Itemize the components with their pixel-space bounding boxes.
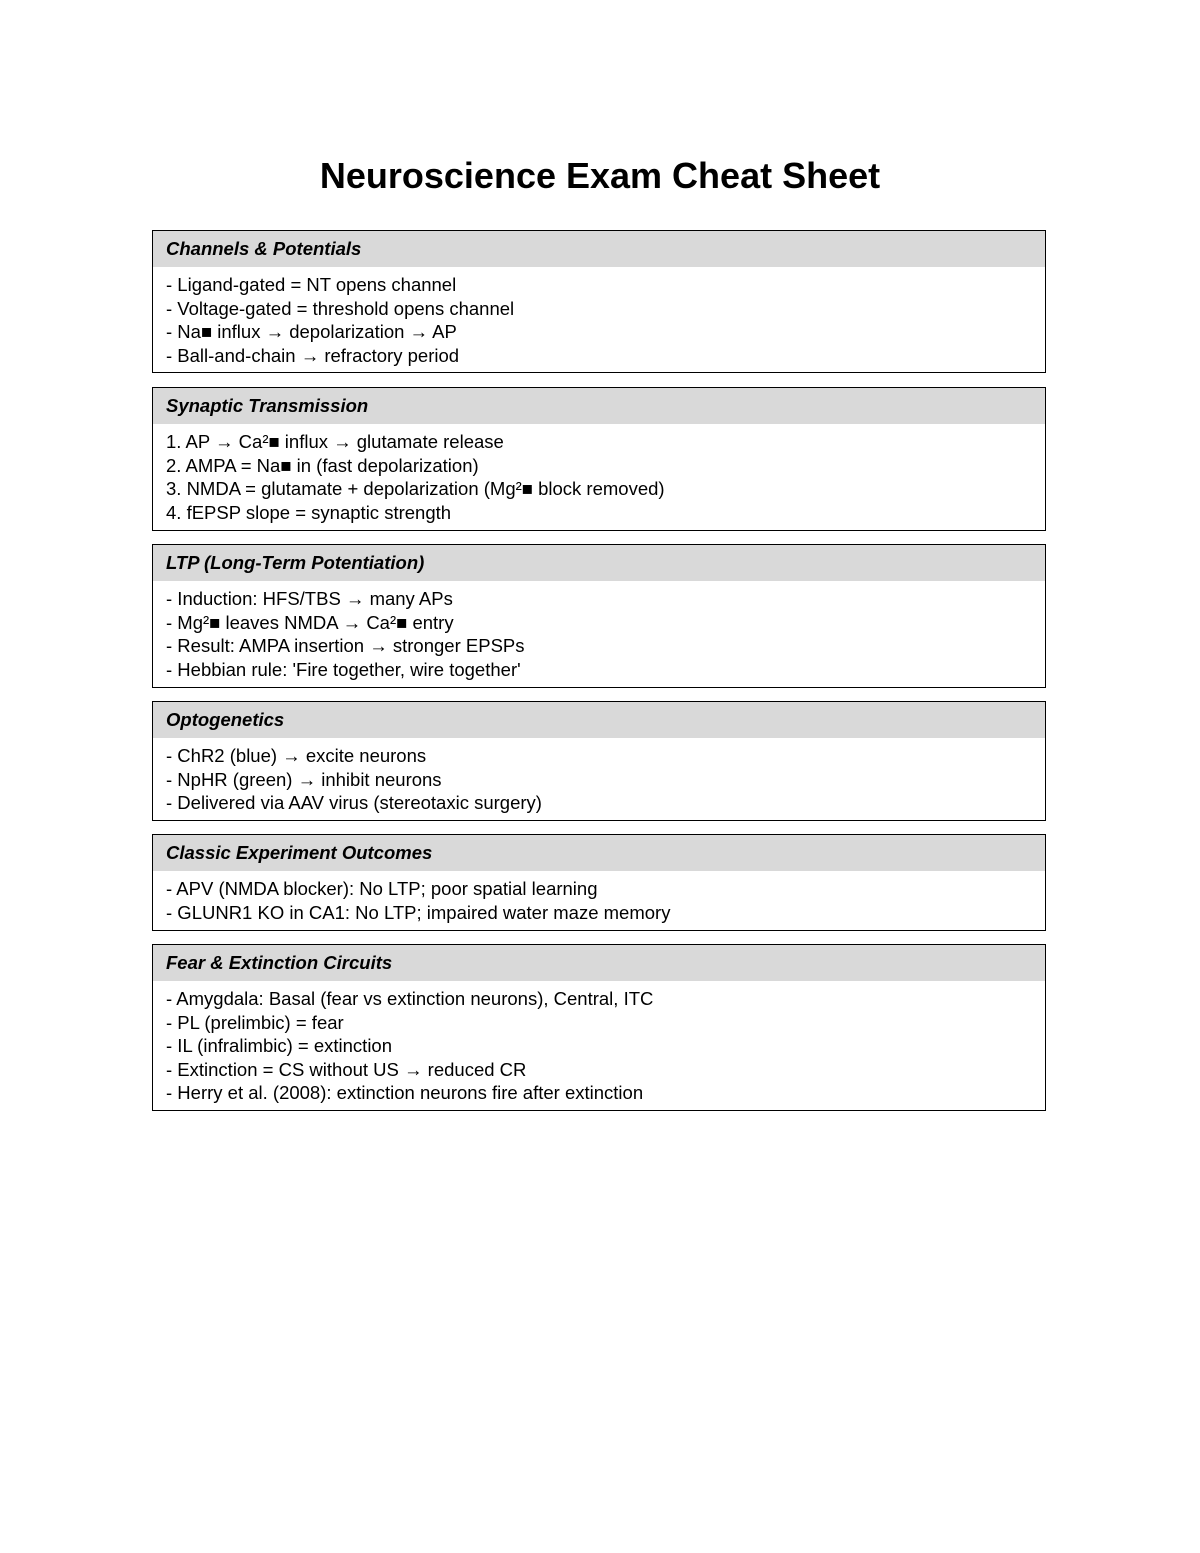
section-body bbox=[153, 871, 1045, 930]
list-item: - Voltage-gated = threshold opens channel bbox=[166, 297, 515, 319]
section-classic-experiment-outcomes bbox=[152, 834, 1046, 931]
list-item: 4. fEPSP slope = synaptic strength bbox=[166, 501, 452, 523]
section-optogenetics bbox=[152, 701, 1046, 821]
list-item: - IL (infralimbic) = extinction bbox=[166, 1035, 393, 1056]
section-body bbox=[153, 981, 1045, 1111]
list-item: - Extinction = CS without US → reduced CR bbox=[166, 1058, 527, 1080]
list-item: - Hebbian rule: 'Fire together, wire together' bbox=[166, 658, 521, 680]
section-header: Fear & Extinction Circuits bbox=[153, 945, 1045, 981]
section-ltp bbox=[152, 544, 1046, 688]
section-header: LTP (Long-Term Potentiation) bbox=[153, 545, 1045, 581]
list-item: - Herry et al. (2008): extinction neurons fire after extinction bbox=[166, 1082, 644, 1103]
list-item: 3. NMDA = glutamate + depolarization (Mg²■ block removed) bbox=[166, 478, 665, 499]
section-fear-extinction-circuits bbox=[152, 944, 1046, 1111]
section-synaptic-transmission bbox=[152, 387, 1046, 531]
list-item: - Na■ influx → depolarization → AP bbox=[166, 321, 457, 342]
list-item: - Delivered via AAV virus (stereotaxic surgery) bbox=[166, 792, 542, 813]
list-item: - PL (prelimbic) = fear bbox=[166, 1011, 344, 1033]
list-item: 1. AP → Ca²■ influx → glutamate release bbox=[166, 431, 504, 452]
list-item: - ChR2 (blue) → excite neurons bbox=[166, 745, 427, 766]
page-title: Neuroscience Exam Cheat Sheet bbox=[319, 155, 881, 196]
list-item: - APV (NMDA blocker): No LTP; poor spatial learning bbox=[166, 878, 598, 899]
section-channels-potentials bbox=[152, 230, 1046, 373]
list-item: - GLUNR1 KO in CA1: No LTP; impaired water maze memory bbox=[166, 901, 671, 923]
list-item: - Mg²■ leaves NMDA → Ca²■ entry bbox=[166, 611, 454, 633]
list-item: - Amygdala: Basal (fear vs extinction neurons), Central, ITC bbox=[166, 988, 654, 1009]
section-header: Optogenetics bbox=[153, 702, 1045, 738]
list-item: 2. AMPA = Na■ in (fast depolarization) bbox=[166, 454, 479, 476]
section-body bbox=[153, 267, 1045, 373]
section-body bbox=[153, 738, 1045, 821]
list-item: - NpHR (green) → inhibit neurons bbox=[166, 768, 442, 790]
list-item: - Ball-and-chain → refractory period bbox=[166, 344, 460, 366]
section-header: Classic Experiment Outcomes bbox=[153, 835, 1045, 871]
list-item: - Ligand-gated = NT opens channel bbox=[166, 274, 457, 295]
section-body bbox=[153, 581, 1045, 687]
list-item: - Induction: HFS/TBS → many APs bbox=[166, 588, 453, 609]
section-body bbox=[153, 424, 1045, 530]
section-header: Synaptic Transmission bbox=[153, 388, 1045, 424]
section-header: Channels & Potentials bbox=[153, 231, 1045, 267]
list-item: - Result: AMPA insertion → stronger EPSPs bbox=[166, 635, 525, 656]
